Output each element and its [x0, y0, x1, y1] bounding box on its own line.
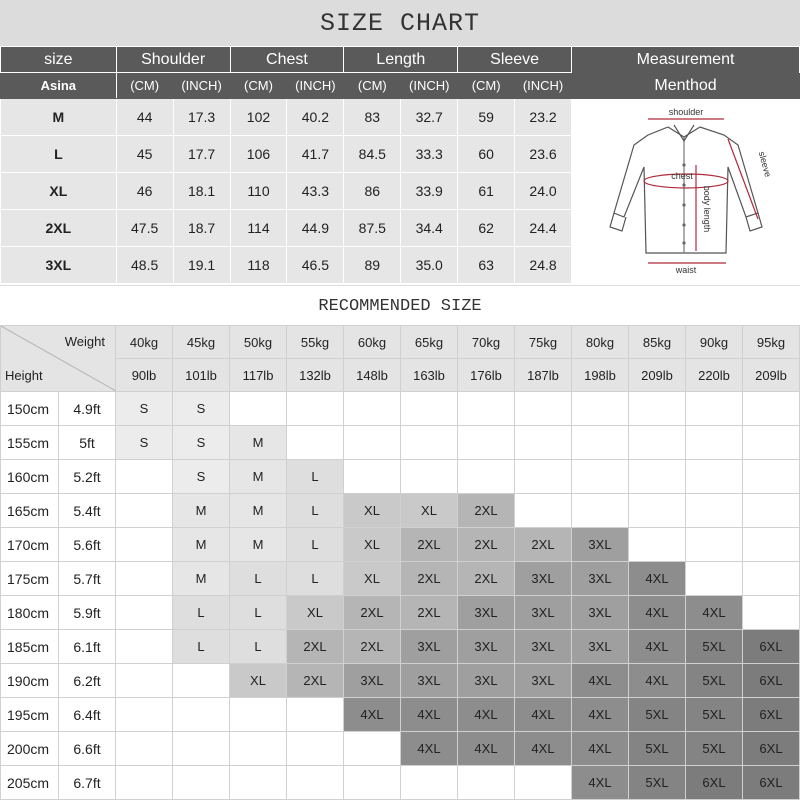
recommended-size-cell: 5XL [686, 664, 743, 698]
size-value: 83 [344, 99, 401, 136]
recommended-size-cell [629, 392, 686, 426]
height-cm: 175cm [1, 562, 59, 596]
recommended-size-cell: 2XL [401, 562, 458, 596]
size-value: 62 [458, 210, 515, 247]
height-cm: 195cm [1, 698, 59, 732]
recommended-size-cell [173, 766, 230, 800]
recommended-size-cell: 3XL [572, 596, 629, 630]
height-cm: 155cm [1, 426, 59, 460]
size-label: 2XL [1, 210, 117, 247]
height-ft: 6.7ft [59, 766, 116, 800]
weight-kg-header: 85kg [629, 326, 686, 359]
size-value: 17.7 [173, 136, 230, 173]
recommended-size-cell: 6XL [743, 766, 800, 800]
unit-inch: (INCH) [515, 73, 572, 99]
recommended-size-cell: 3XL [515, 664, 572, 698]
diagram-label-waist: waist [675, 264, 696, 275]
recommended-size-cell: 4XL [629, 630, 686, 664]
weight-kg-header: 95kg [743, 326, 800, 359]
measurement-diagram [572, 99, 800, 284]
recommended-size-cell [230, 732, 287, 766]
weight-lb-header: 163lb [401, 359, 458, 392]
weight-lb-header: 198lb [572, 359, 629, 392]
size-value: 114 [230, 210, 287, 247]
recommended-size-cell: 4XL [515, 698, 572, 732]
recommended-size-cell [458, 426, 515, 460]
height-cm: 165cm [1, 494, 59, 528]
recommended-size-cell [458, 766, 515, 800]
size-value: 24.4 [515, 210, 572, 247]
size-value: 63 [458, 247, 515, 284]
recommended-size-cell [287, 426, 344, 460]
recommended-size-cell [572, 426, 629, 460]
size-value: 48.5 [116, 247, 173, 284]
recommended-size-cell: 5XL [629, 766, 686, 800]
header-size: size [1, 47, 117, 73]
recommended-size-cell [515, 494, 572, 528]
recommended-size-cell: S [116, 392, 173, 426]
recommended-size-cell: L [173, 630, 230, 664]
size-value: 84.5 [344, 136, 401, 173]
size-value: 46 [116, 173, 173, 210]
size-value: 44.9 [287, 210, 344, 247]
size-value: 19.1 [173, 247, 230, 284]
height-row [1, 630, 800, 664]
recommended-size-cell [116, 528, 173, 562]
recommended-size-cell: 3XL [401, 630, 458, 664]
header-shoulder: Shoulder [116, 47, 230, 73]
unit-inch: (INCH) [401, 73, 458, 99]
size-value: 44 [116, 99, 173, 136]
diagram-label-shoulder: shoulder [668, 106, 703, 117]
recommended-size-cell [230, 698, 287, 732]
recommended-size-cell [686, 392, 743, 426]
recommended-size-cell: 3XL [515, 630, 572, 664]
size-value: 41.7 [287, 136, 344, 173]
header-length: Length [344, 47, 458, 73]
height-row [1, 494, 800, 528]
size-value: 60 [458, 136, 515, 173]
weight-kg-header: 55kg [287, 326, 344, 359]
recommended-size-cell [629, 528, 686, 562]
height-row [1, 426, 800, 460]
height-row [1, 698, 800, 732]
recommended-size-cell [116, 460, 173, 494]
recommended-size-cell: 2XL [344, 630, 401, 664]
recommended-size-cell: 5XL [686, 732, 743, 766]
size-value: 35.0 [401, 247, 458, 284]
recommended-size-cell: 5XL [629, 732, 686, 766]
recommended-size-cell [629, 494, 686, 528]
recommended-size-cell: L [287, 494, 344, 528]
recommended-size-title: RECOMMENDED SIZE [0, 285, 800, 326]
height-ft: 6.2ft [59, 664, 116, 698]
height-row [1, 460, 800, 494]
recommended-size-cell: 6XL [743, 630, 800, 664]
size-value: 18.1 [173, 173, 230, 210]
recommended-size-cell [173, 732, 230, 766]
size-value: 43.3 [287, 173, 344, 210]
recommended-size-cell [686, 460, 743, 494]
height-row [1, 392, 800, 426]
recommended-size-cell: L [230, 596, 287, 630]
recommended-size-cell [743, 562, 800, 596]
height-ft: 5.4ft [59, 494, 116, 528]
recommended-size-cell: 4XL [572, 664, 629, 698]
recommended-size-cell [515, 460, 572, 494]
unit-inch: (INCH) [173, 73, 230, 99]
height-cm: 180cm [1, 596, 59, 630]
recommended-size-cell [743, 528, 800, 562]
recommended-size-cell [743, 460, 800, 494]
recommended-size-cell [287, 392, 344, 426]
weight-lb-header: 220lb [686, 359, 743, 392]
recommended-size-cell: XL [401, 494, 458, 528]
weight-kg-header: 40kg [116, 326, 173, 359]
height-cm: 200cm [1, 732, 59, 766]
size-label: 3XL [1, 247, 117, 284]
recommended-size-cell: 4XL [401, 698, 458, 732]
recommended-size-cell [629, 426, 686, 460]
recommended-size-cell [344, 460, 401, 494]
recommended-size-cell [116, 596, 173, 630]
recommended-size-cell: 3XL [401, 664, 458, 698]
size-value: 87.5 [344, 210, 401, 247]
recommended-size-cell [116, 494, 173, 528]
height-ft: 6.4ft [59, 698, 116, 732]
recommended-size-cell [344, 732, 401, 766]
header-sleeve: Sleeve [458, 47, 572, 73]
recommended-size-cell [458, 392, 515, 426]
recommended-size-cell: 3XL [515, 562, 572, 596]
recommended-size-cell: L [287, 562, 344, 596]
diagram-label-chest: chest [670, 170, 693, 181]
size-value: 118 [230, 247, 287, 284]
weight-kg-row [1, 326, 800, 359]
weight-kg-header: 70kg [458, 326, 515, 359]
size-value: 102 [230, 99, 287, 136]
shirt-measurement-illustration [586, 105, 786, 275]
size-value: 110 [230, 173, 287, 210]
recommended-size-cell: 2XL [287, 630, 344, 664]
recommended-size-cell [686, 426, 743, 460]
recommended-size-cell [572, 392, 629, 426]
size-value: 46.5 [287, 247, 344, 284]
recommended-size-cell [116, 664, 173, 698]
unit-cm: (CM) [230, 73, 287, 99]
size-value: 61 [458, 173, 515, 210]
recommended-size-cell: L [287, 528, 344, 562]
recommended-size-cell: 4XL [344, 698, 401, 732]
recommended-size-cell: S [173, 460, 230, 494]
weight-kg-header: 50kg [230, 326, 287, 359]
recommended-size-cell: 2XL [401, 596, 458, 630]
height-row [1, 664, 800, 698]
recommended-size-cell [344, 426, 401, 460]
recommended-size-cell [401, 392, 458, 426]
recommended-size-cell: 2XL [515, 528, 572, 562]
unit-cm: (CM) [344, 73, 401, 99]
recommended-size-cell [116, 562, 173, 596]
recommended-size-cell: 3XL [344, 664, 401, 698]
recommended-size-cell: M [230, 528, 287, 562]
recommended-size-cell [743, 426, 800, 460]
recommended-size-cell [230, 392, 287, 426]
size-value: 59 [458, 99, 515, 136]
height-ft: 5.9ft [59, 596, 116, 630]
recommended-size-cell: M [173, 562, 230, 596]
page-title: SIZE CHART [0, 0, 800, 47]
recommended-size-cell [116, 766, 173, 800]
size-value: 47.5 [116, 210, 173, 247]
recommended-size-cell: XL [230, 664, 287, 698]
height-row [1, 732, 800, 766]
size-value: 17.3 [173, 99, 230, 136]
weight-lb-header: 148lb [344, 359, 401, 392]
recommended-size-cell: 4XL [458, 732, 515, 766]
size-label: XL [1, 173, 117, 210]
recommended-size-cell: S [116, 426, 173, 460]
recommended-size-cell [686, 494, 743, 528]
diagram-label-body-length: body length [701, 185, 712, 232]
recommended-size-cell: XL [344, 562, 401, 596]
weight-lb-header: 209lb [629, 359, 686, 392]
recommended-size-cell: 2XL [287, 664, 344, 698]
height-ft: 5.2ft [59, 460, 116, 494]
recommended-size-cell: S [173, 392, 230, 426]
recommended-size-cell: M [230, 426, 287, 460]
recommended-size-cell: L [230, 562, 287, 596]
recommended-size-cell: 3XL [572, 528, 629, 562]
recommended-size-cell: 3XL [515, 596, 572, 630]
recommended-size-cell: 6XL [743, 664, 800, 698]
recommended-size-cell [401, 460, 458, 494]
recommended-size-cell: 2XL [401, 528, 458, 562]
size-table-header-row [1, 47, 800, 73]
size-table-unit-row [1, 73, 800, 99]
recommended-size-cell: 2XL [458, 494, 515, 528]
recommended-size-cell [116, 732, 173, 766]
size-value: 86 [344, 173, 401, 210]
recommended-size-cell: 6XL [743, 698, 800, 732]
recommended-size-cell [629, 460, 686, 494]
weight-kg-header: 65kg [401, 326, 458, 359]
weight-lb-header: 117lb [230, 359, 287, 392]
height-label: Height [5, 368, 43, 383]
size-value: 34.4 [401, 210, 458, 247]
size-value: 23.6 [515, 136, 572, 173]
recommended-size-cell [116, 698, 173, 732]
recommended-size-cell [572, 494, 629, 528]
recommended-size-cell [743, 596, 800, 630]
recommended-size-cell: 4XL [629, 596, 686, 630]
weight-kg-header: 90kg [686, 326, 743, 359]
recommended-size-cell [458, 460, 515, 494]
recommended-size-cell: L [230, 630, 287, 664]
size-row [1, 99, 800, 136]
recommended-size-cell: XL [344, 528, 401, 562]
size-value: 23.2 [515, 99, 572, 136]
recommended-size-cell: 4XL [458, 698, 515, 732]
height-ft: 5.7ft [59, 562, 116, 596]
size-value: 45 [116, 136, 173, 173]
recommended-size-cell [173, 664, 230, 698]
unit-cm: (CM) [116, 73, 173, 99]
recommended-size-cell: 4XL [572, 732, 629, 766]
recommended-size-cell: 3XL [572, 562, 629, 596]
weight-height-corner [1, 326, 116, 392]
recommended-size-cell [344, 766, 401, 800]
recommended-size-cell [686, 528, 743, 562]
height-ft: 6.6ft [59, 732, 116, 766]
recommended-size-table [0, 325, 800, 800]
height-row [1, 562, 800, 596]
height-cm: 185cm [1, 630, 59, 664]
size-value: 18.7 [173, 210, 230, 247]
header-measurement: Measurement [572, 47, 800, 73]
recommended-size-cell [287, 698, 344, 732]
height-ft: 4.9ft [59, 392, 116, 426]
recommended-size-cell: 4XL [629, 664, 686, 698]
recommended-size-cell: 4XL [572, 698, 629, 732]
recommended-size-cell [116, 630, 173, 664]
diagram-label-sleeve: sleeve [756, 149, 773, 178]
height-cm: 170cm [1, 528, 59, 562]
size-value: 33.3 [401, 136, 458, 173]
recommended-size-cell: M [173, 528, 230, 562]
recommended-size-cell: S [173, 426, 230, 460]
height-row [1, 766, 800, 800]
recommended-size-cell: 4XL [515, 732, 572, 766]
weight-lb-header: 132lb [287, 359, 344, 392]
height-ft: 5ft [59, 426, 116, 460]
size-value: 32.7 [401, 99, 458, 136]
height-row [1, 596, 800, 630]
weight-lb-header: 209lb [743, 359, 800, 392]
weight-kg-header: 80kg [572, 326, 629, 359]
recommended-size-cell: 4XL [401, 732, 458, 766]
recommended-size-cell: 3XL [458, 630, 515, 664]
recommended-size-cell: 4XL [572, 766, 629, 800]
weight-label: Weight [64, 334, 105, 349]
recommended-size-cell [572, 460, 629, 494]
size-table [0, 46, 800, 284]
height-cm: 160cm [1, 460, 59, 494]
recommended-size-cell [287, 766, 344, 800]
recommended-size-cell: M [173, 494, 230, 528]
recommended-size-cell [515, 392, 572, 426]
weight-lb-header: 176lb [458, 359, 515, 392]
size-label: M [1, 99, 117, 136]
recommended-size-cell [401, 426, 458, 460]
size-value: 33.9 [401, 173, 458, 210]
unit-cm: (CM) [458, 73, 515, 99]
recommended-size-cell: 5XL [686, 630, 743, 664]
size-label: L [1, 136, 117, 173]
recommended-size-cell: 2XL [344, 596, 401, 630]
weight-kg-header: 60kg [344, 326, 401, 359]
recommended-size-cell: 4XL [686, 596, 743, 630]
recommended-size-cell: 3XL [458, 596, 515, 630]
height-row [1, 528, 800, 562]
unit-inch: (INCH) [287, 73, 344, 99]
recommended-size-cell [401, 766, 458, 800]
recommended-size-cell [344, 392, 401, 426]
recommended-size-cell: L [287, 460, 344, 494]
recommended-size-cell: 3XL [572, 630, 629, 664]
recommended-size-cell: 3XL [458, 664, 515, 698]
height-ft: 6.1ft [59, 630, 116, 664]
height-cm: 205cm [1, 766, 59, 800]
height-ft: 5.6ft [59, 528, 116, 562]
recommended-size-cell [743, 392, 800, 426]
weight-lb-header: 90lb [116, 359, 173, 392]
size-value: 24.0 [515, 173, 572, 210]
recommended-size-cell: 6XL [686, 766, 743, 800]
recommended-size-cell [743, 494, 800, 528]
size-value: 40.2 [287, 99, 344, 136]
size-value: 106 [230, 136, 287, 173]
weight-kg-header: 75kg [515, 326, 572, 359]
recommended-size-cell: XL [344, 494, 401, 528]
recommended-size-cell: M [230, 460, 287, 494]
weight-lb-header: 187lb [515, 359, 572, 392]
recommended-size-cell: 4XL [629, 562, 686, 596]
weight-lb-row [1, 359, 800, 392]
recommended-size-cell: 2XL [458, 528, 515, 562]
recommended-size-cell [515, 766, 572, 800]
recommended-size-cell [515, 426, 572, 460]
recommended-size-cell [173, 698, 230, 732]
height-cm: 150cm [1, 392, 59, 426]
recommended-size-cell [287, 732, 344, 766]
recommended-size-cell: 5XL [629, 698, 686, 732]
weight-kg-header: 45kg [173, 326, 230, 359]
size-value: 24.8 [515, 247, 572, 284]
height-cm: 190cm [1, 664, 59, 698]
recommended-size-cell: 6XL [743, 732, 800, 766]
recommended-size-cell: 2XL [458, 562, 515, 596]
header-method: Menthod [572, 73, 800, 99]
recommended-size-cell: 5XL [686, 698, 743, 732]
size-value: 89 [344, 247, 401, 284]
weight-lb-header: 101lb [173, 359, 230, 392]
recommended-size-cell [230, 766, 287, 800]
recommended-size-cell: XL [287, 596, 344, 630]
recommended-size-cell [686, 562, 743, 596]
header-chest: Chest [230, 47, 344, 73]
recommended-size-cell: L [173, 596, 230, 630]
recommended-size-cell: M [230, 494, 287, 528]
header-asina: Asina [1, 73, 117, 99]
